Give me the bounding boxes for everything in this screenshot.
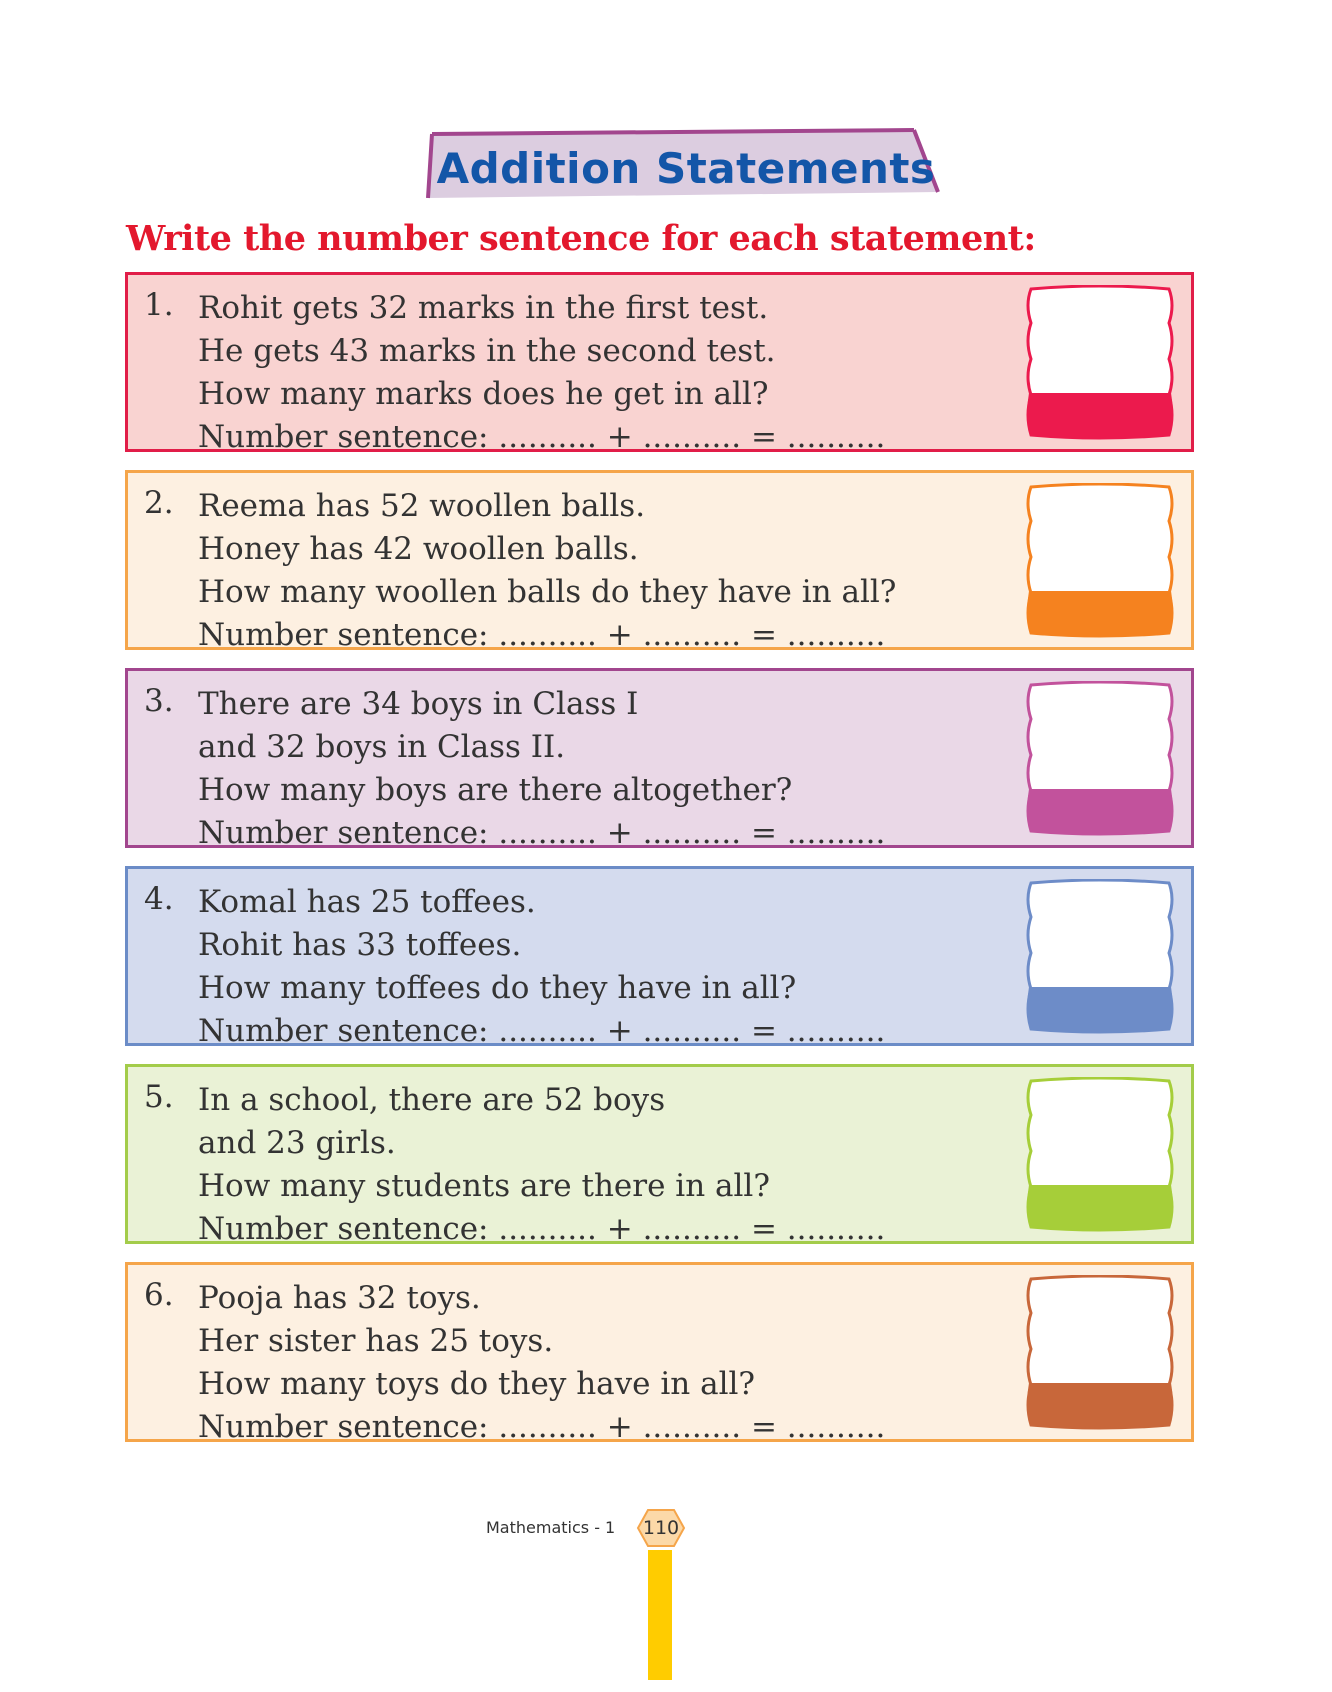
question-text [198,1277,885,1449]
yellow-strip [648,1550,672,1680]
number-sentence-line[interactable]: Number sentence: .......... + .......... = .......... [198,617,886,653]
question-line: In a school, there are 52 boys [198,1082,666,1118]
answer-box[interactable] [1025,1275,1175,1435]
question-line: Her sister has 25 toys. [198,1323,554,1359]
number-sentence-line[interactable]: Number sentence: .......... + .......... = .......... [198,419,886,455]
question-text [198,1079,885,1251]
instruction-text: Write the number sentence for each statement: [126,218,1036,259]
answer-box-band [1027,1185,1172,1230]
question-line: He gets 43 marks in the second test. [198,333,776,369]
question-line: How many marks does he get in all? [198,376,769,412]
question-text [198,287,885,459]
answer-box-band [1027,393,1172,438]
question-number: 3. [144,683,174,719]
question-number: 5. [144,1079,174,1115]
question-text [198,881,885,1053]
question-card [125,668,1194,851]
question-line: How many woollen balls do they have in all? [198,574,897,610]
question-line: How many boys are there altogether? [198,772,793,808]
question-line: How many toys do they have in all? [198,1366,756,1402]
number-sentence-line[interactable]: Number sentence: .......... + .......... = .......... [198,1211,886,1247]
answer-box-band [1027,591,1172,636]
answer-box[interactable] [1025,879,1175,1039]
question-card [125,866,1194,1049]
title-banner [426,128,946,208]
answer-box-band [1027,789,1172,834]
number-sentence-line[interactable]: Number sentence: .......... + .......... = .......... [198,815,886,851]
question-line: How many students are there in all? [198,1168,770,1204]
footer-label: Mathematics - 1 [486,1518,616,1537]
question-card [125,470,1194,653]
answer-box[interactable] [1025,483,1175,643]
question-number: 4. [144,881,174,917]
answer-box-band [1027,987,1172,1032]
number-sentence-line[interactable]: Number sentence: .......... + .......... = .......... [198,1409,886,1445]
answer-box-band [1027,1383,1172,1428]
question-line: and 32 boys in Class II. [198,729,566,765]
question-text [198,485,896,657]
question-line: There are 34 boys in Class I [198,686,639,722]
question-line: Komal has 25 toffees. [198,884,536,920]
question-line: and 23 girls. [198,1125,396,1161]
answer-box[interactable] [1025,681,1175,841]
question-text [198,683,885,855]
number-sentence-line[interactable]: Number sentence: .......... + .......... = .......... [198,1013,886,1049]
question-number: 2. [144,485,174,521]
page-number: 110 [642,1517,680,1539]
question-number: 1. [144,287,174,323]
question-line: Honey has 42 woollen balls. [198,531,639,567]
question-card [125,272,1194,455]
question-line: Reema has 52 woollen balls. [198,488,646,524]
question-line: Rohit has 33 toffees. [198,927,522,963]
question-number: 6. [144,1277,174,1313]
answer-box[interactable] [1025,1077,1175,1237]
question-line: Rohit gets 32 marks in the first test. [198,290,769,326]
question-line: Pooja has 32 toys. [198,1280,481,1316]
question-line: How many toffees do they have in all? [198,970,797,1006]
question-card [125,1262,1194,1445]
page-title: Addition Statements [436,143,936,193]
question-card [125,1064,1194,1247]
answer-box[interactable] [1025,285,1175,445]
